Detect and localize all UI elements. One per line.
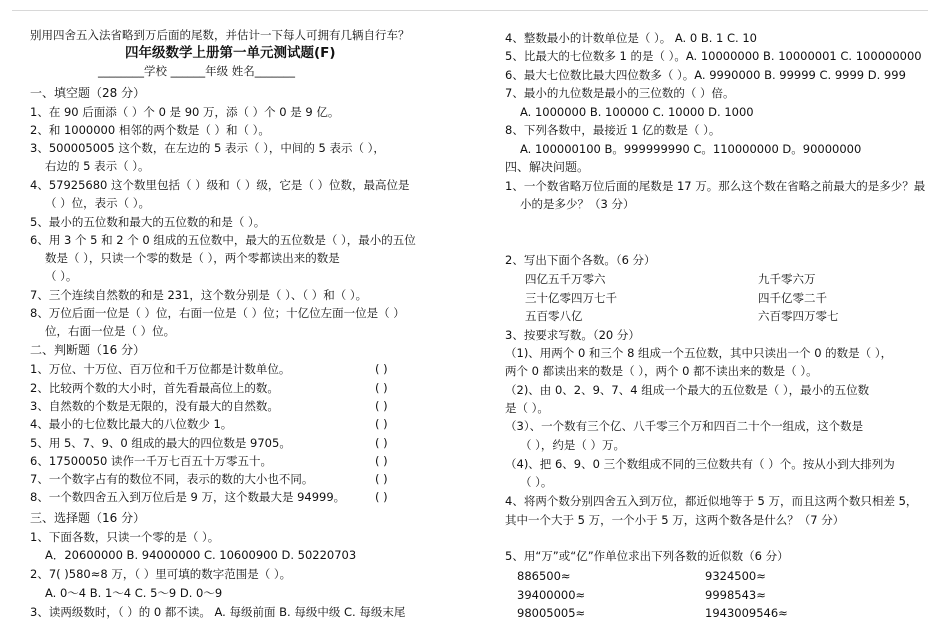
number-word: 四亿五千万零六 <box>525 272 606 286</box>
question-line: 位，右面一位是（ ）位。 <box>45 324 176 338</box>
answer-bracket: ( ) <box>375 490 388 504</box>
question-line: 5、比最大的七位数多 1 的是（ ）。A. 10000000 B. 10000001 C. 100000000 <box>505 49 922 63</box>
answer-bracket: ( ) <box>375 454 388 468</box>
question-line: 3、读两级数时，（ ）的 0 都不读。 A. 每级前面 B. 每级中级 C. 每级末尾 <box>30 605 406 619</box>
question-line: 3、500005005 这个数，在左边的 5 表示（ ），中间的 5 表示（ ）， <box>30 141 385 155</box>
question-line: 8、万位后面一位是（ ）位，右面一位是（ ）位；十亿位左面一位是（ ） <box>30 306 405 320</box>
judgment-item: 8、一个数四舍五入到万位后是 9 万，这个数最大是 94999。 <box>30 490 346 504</box>
question-line: （ ），约是（ ）万。 <box>520 438 626 452</box>
judgment-item: 4、最小的七位数比最大的八位数少 1。 <box>30 417 233 431</box>
question-line: 5、最小的五位数和最大的五位数的和是（ ）。 <box>30 215 266 229</box>
question-line: （4)、把 6、9、0 三个数组成不同的三位数共有（ ）个。按从小到大排列为 <box>505 457 895 471</box>
answer-bracket: ( ) <box>375 436 388 450</box>
choice-options: A．20600000 B. 94000000 C. 10600900 D. 50220703 <box>45 548 357 562</box>
question-line: 2、和 1000000 相邻的两个数是（ ）和（ ）。 <box>30 123 270 137</box>
question-line: 1、在 90 后面添（ ）个 0 是 90 万，添（ ）个 0 是 9 亿。 <box>30 105 340 119</box>
question-line: （3）、一个数有三个亿、八千零三个万和四百二十个一组成，这个数是 <box>505 419 864 433</box>
choice-options: A. 100000100 B。999999990 C。110000000 D。90000000 <box>520 142 862 156</box>
number-word: 六百零四万零七 <box>758 309 839 323</box>
judgment-item: 3、自然数的个数是无限的，没有最大的自然数。 <box>30 399 279 413</box>
question-line: 6、用 3 个 5 和 2 个 0 组成的五位数中，最大的五位数是（ ），最小的五位 <box>30 233 416 247</box>
question-line: 1、一个数省略万位后面的尾数是 17 万。那么这个数在省略之前最大的是多少？最 <box>505 179 926 193</box>
approx-item: 1943009546≈ <box>705 606 788 620</box>
question-line: 右边的 5 表示（ ）。 <box>45 159 150 173</box>
question-line: （1)、用两个 0 和三个 8 组成一个五位数，其中只读出一个 0 的数是（ ）， <box>505 346 893 360</box>
judgment-item: 5、用 5、7、9、0 组成的最大的四位数是 9705。 <box>30 436 291 450</box>
number-word: 四千亿零二千 <box>758 291 827 305</box>
judgment-item: 6、17500050 读作一千万七百五十万零五十。 <box>30 454 273 468</box>
question-line: 4、将两个数分别四舍五入到万位，都近似地等于 5 万，而且这两个数只相差 5， <box>505 494 918 508</box>
question-line: 5、用“万”或“亿”作单位求出下列各数的近似数（6 分） <box>505 549 789 563</box>
question-line: 4、57925680 这个数里包括（ ）级和（ ）级，它是（ ）位数，最高位是 <box>30 178 410 192</box>
question-line: （ ）。 <box>45 269 78 283</box>
question-line: （2)、由 0、2、9、7、4 组成一个最大的五位数是（ ），最小的五位数 <box>505 383 870 397</box>
student-info-line: ________学校 ______年级 姓名_______ <box>98 64 296 78</box>
question-line: 2、写出下面个各数。（6 分） <box>505 253 656 267</box>
question-line: 7、三个连续自然数的和是 231，这个数分别是（ ）、（ ）和（ ）。 <box>30 288 368 302</box>
question-line: 6、最大七位数比最大四位数多（ ）。A. 9990000 B. 99999 C. 9999 D. 999 <box>505 68 906 82</box>
approx-item: 9324500≈ <box>705 569 766 583</box>
exam-title: 四年级数学上册第一单元测试题(F) <box>125 45 336 61</box>
number-word: 五百零八亿 <box>525 309 583 323</box>
question-line: 两个 0 都读出来的数是（ ），两个 0 都不读出来的数是（ ）。 <box>505 364 818 378</box>
judgment-item: 2、比较两个数的大小时，首先看最高位上的数。 <box>30 381 279 395</box>
answer-bracket: ( ) <box>375 381 388 395</box>
top-rule <box>12 10 928 11</box>
question-line: 其中一个大于 5 万，一个小于 5 万，这两个数各是什么？（7 分） <box>505 513 845 527</box>
approx-item: 98005005≈ <box>517 606 586 620</box>
judgment-item: 1、万位、十万位、百万位和千万位都是计数单位。 <box>30 362 291 376</box>
question-line: （ ）。 <box>520 475 553 489</box>
approx-item: 39400000≈ <box>517 588 586 602</box>
answer-bracket: ( ) <box>375 362 388 376</box>
choice-options: A. 0～4 B. 1～4 C. 5～9 D. 0～9 <box>45 586 223 600</box>
intro-note: 别用四舍五入法省略到万后面的尾数，并估计一下每人可拥有几辆自行车？ <box>30 28 410 42</box>
question-line: 1、下面各数，只读一个零的是（ ）。 <box>30 530 220 544</box>
number-word: 九千零六万 <box>758 272 816 286</box>
section-problem-solving: 四、解决问题。 <box>505 160 590 174</box>
section-true-false: 二、判断题（16 分） <box>30 343 146 357</box>
question-line: 7、最小的九位数是最小的三位数的（ ）倍。 <box>505 86 735 100</box>
approx-item: 886500≈ <box>517 569 571 583</box>
section-fill-blank: 一、填空题（28 分） <box>30 86 146 100</box>
question-line: 8、下列各数中，最接近 1 亿的数是（ ）。 <box>505 123 721 137</box>
judgment-item: 7、一个数字占有的数位不同，表示的数的大小也不同。 <box>30 472 314 486</box>
approx-item: 9998543≈ <box>705 588 766 602</box>
question-line: （ ）位，表示（ ）。 <box>45 196 151 210</box>
question-line: 3、按要求写数。（20 分） <box>505 328 640 342</box>
question-line: 是（ ）。 <box>505 401 549 415</box>
question-line: 数是（ ），只读一个零的数是（ ），两个零都读出来的数是 <box>45 251 340 265</box>
answer-bracket: ( ) <box>375 472 388 486</box>
question-line: 小的是多少？（3 分） <box>520 197 635 211</box>
question-line: 2、7( )580≈8 万，（ ）里可填的数字范围是（ ）。 <box>30 567 292 581</box>
section-multiple-choice: 三、选择题（16 分） <box>30 511 146 525</box>
answer-bracket: ( ) <box>375 417 388 431</box>
question-line: 4、整数最小的计数单位是（ ）。 A. 0 B. 1 C. 10 <box>505 31 757 45</box>
number-word: 三十亿零四万七千 <box>525 291 617 305</box>
answer-bracket: ( ) <box>375 399 388 413</box>
choice-options: A. 1000000 B. 100000 C. 10000 D. 1000 <box>520 105 754 119</box>
